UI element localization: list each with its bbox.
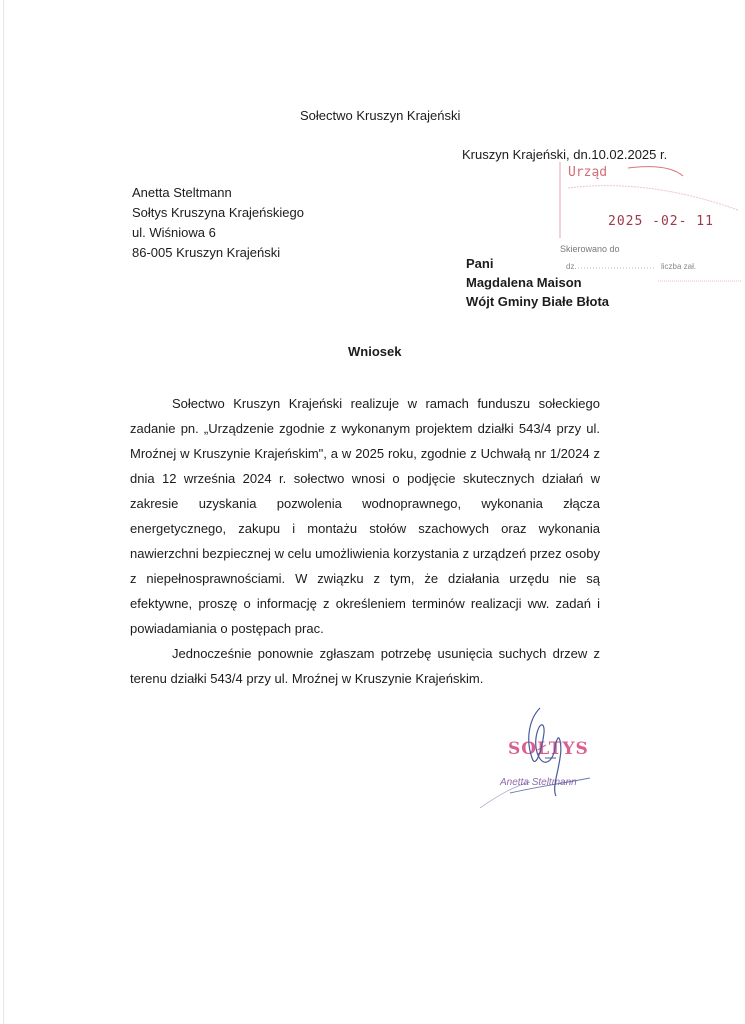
stamp-attachments-label: liczba zał. — [661, 262, 697, 271]
sender-city: 86-005 Kruszyn Krajeński — [132, 245, 281, 260]
sender-role: Sołtys Kruszyna Krajeńskiego — [132, 205, 304, 220]
signature-stamp-name: Anetta Steltmann — [500, 777, 577, 788]
scan-edge — [3, 0, 4, 1024]
sender-street: ul. Wiśniowa 6 — [132, 225, 216, 240]
sender-name: Anetta Steltmann — [132, 185, 232, 200]
handwritten-signature — [470, 698, 610, 838]
stamp-department-label: dz. — [566, 262, 577, 271]
body-paragraph-2: Jednocześnie ponownie zgłaszam potrzebę usunięcia suchych drzew z terenu działki 543/4 przy ul. Mroźnej w Kruszynie Krajeńskim. — [130, 646, 600, 686]
signature-stamp-title: SOŁTYS — [508, 739, 589, 759]
stamp-title: Urząd — [568, 165, 608, 180]
document-title: Wniosek — [348, 344, 402, 359]
stamp-date: 2025 -02- 11 — [608, 214, 714, 229]
body-paragraph-1: Sołectwo Kruszyn Krajeński realizuje w ramach funduszu sołeckiego zadanie pn. „Urządzenie zgodnie z wykonanym projektem działki 543/4 przy ul. Mroźnej w Kruszynie Krajeńskim", a w 2025 roku, zgodnie z Uchwałą nr 1/2024 z dnia 12 września 2024 r. sołectwo wnosi o podjęcie skutecznych działań w zakresie uzyskania pozwolenia wodnoprawnego, wykonania złącza energetycznego, zakupu i montażu stołów szachowych oraz wykonania nawierzchni bezpiecznej w celu umożliwienia korzystania z urządzeń przez osoby z niepełnosprawnościami. W związku z tym, że działania urzędu nie są efektywne, proszę o informację z określeniem terminów realizacji ww. zadań i powiadamiania o postępach prac. — [130, 396, 600, 636]
document-body — [130, 391, 600, 691]
recipient-title: Wójt Gminy Białe Błota — [466, 294, 610, 309]
signature-block — [470, 698, 610, 838]
recipient-salutation: Pani — [466, 256, 494, 271]
sender-address — [132, 183, 304, 263]
recipient-name: Magdalena Maison — [466, 275, 582, 290]
recipient-address — [466, 254, 609, 311]
organization-heading: Sołectwo Kruszyn Krajeński — [300, 108, 461, 123]
date-line: Kruszyn Krajeński, dn.10.02.2025 r. — [462, 147, 668, 162]
stamp-forwarded-label: Skierowano do — [560, 244, 620, 254]
